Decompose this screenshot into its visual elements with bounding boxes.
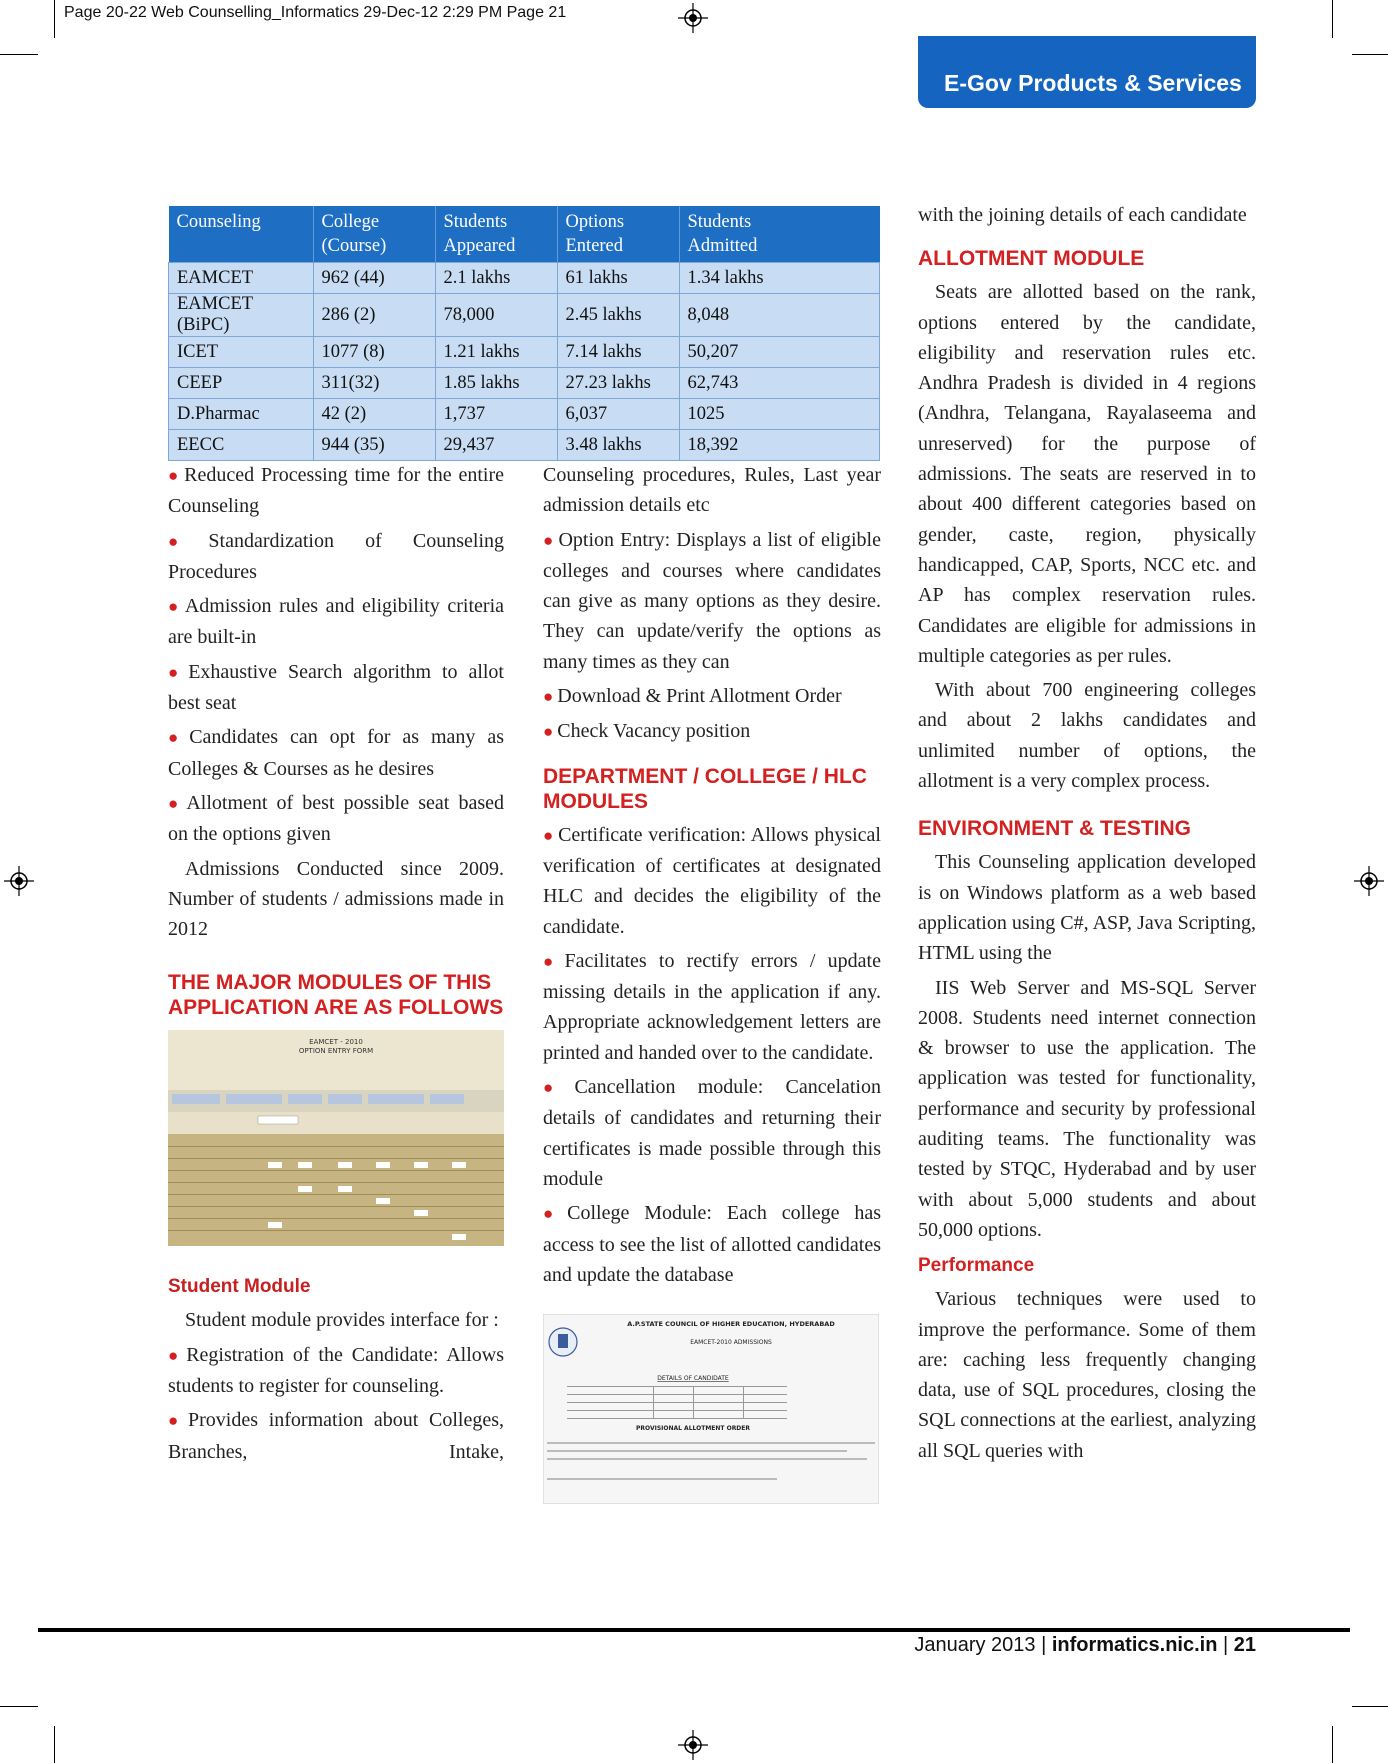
footer-site: informatics.nic.in bbox=[1051, 1634, 1218, 1656]
admissions-paragraph: Admissions Conducted since 2009. Number of students / admissions made in 2012 bbox=[168, 857, 504, 941]
list-item: ● Option Entry: Displays a list of eligible colleges and courses where candidates can give as many options as they desire. They can update/verify the options as many times as they can bbox=[543, 528, 881, 673]
bullet-icon: ● bbox=[543, 825, 555, 845]
bullet-icon: ● bbox=[168, 466, 181, 485]
student-module-intro: Student module provides interface for : bbox=[185, 1309, 499, 1332]
environment-paragraph-2: IIS Web Server and MS-SQL Server 2008. Students need internet connection & browser to use the application. The application was tested for functionality, performance and security by professional auditing teams. The functionality was tested by STQC, Hyderabad and by user with about 5,000 students and about 50,000 options. bbox=[918, 976, 1256, 1241]
table-cell: 50,207 bbox=[679, 337, 880, 368]
option-entry-form-screenshot bbox=[168, 1030, 504, 1246]
environment-paragraph: This Counseling application developed is on Windows platform as a web based application using C#, ASP, Java Scripting, HTML using the bbox=[918, 851, 1256, 965]
table-header-cell: Students Admitted bbox=[679, 206, 880, 263]
bullet-icon: ● bbox=[543, 1204, 564, 1224]
section-heading: DEPARTMENT / COLLEGE / HLC MODULES bbox=[543, 764, 867, 813]
list-item: ● Provides information about Colleges, Branches, Intake, bbox=[168, 1409, 504, 1463]
crop-mark bbox=[1332, 1726, 1333, 1763]
allotment-paragraph-2: With about 700 engineering colleges and about 2 lakhs candidates and unlimited number of options, the allotment is a very complex process. bbox=[918, 679, 1256, 793]
table-cell: 1077 (8) bbox=[313, 337, 435, 368]
list-item: ● Candidates can opt for as many as Colleges & Courses as he desires bbox=[168, 726, 504, 780]
screenshot-order-title: PROVISIONAL ALLOTMENT ORDER bbox=[635, 1425, 751, 1433]
screenshot-section: DETAILS OF CANDIDATE bbox=[657, 1375, 729, 1383]
table-cell: 27.23 lakhs bbox=[557, 368, 679, 399]
screenshot-title: EAMCET - 2010 bbox=[309, 1038, 363, 1047]
table-cell: 962 (44) bbox=[313, 263, 435, 294]
table-cell: 944 (35) bbox=[313, 430, 435, 461]
continued-text: Counseling procedures, Rules, Last year admission details etc bbox=[543, 464, 881, 517]
table-cell: 2.1 lakhs bbox=[435, 263, 557, 294]
allotment-paragraph: Seats are allotted based on the rank, options entered by the candidate, eligibility and reservation rules etc. Andhra Pradesh is divided in 4 regions (Andhra, Telangana, Rayalaseema and unreserved) for the purpose of admissions. The seats are reserved in to about 400 different categories based on gender, caste, region, physically handicapped, CAP, Sports, NCC etc. and AP has complex reservation rules. Candidates are eligible for admissions in multiple categories as per rules. bbox=[918, 281, 1256, 667]
table-cell: 1025 bbox=[679, 399, 880, 430]
table-row bbox=[169, 368, 880, 399]
list-item: ● Check Vacancy position bbox=[543, 720, 751, 743]
crop-mark bbox=[1352, 1706, 1388, 1707]
counseling-stats-table bbox=[168, 206, 880, 461]
table-cell: D.Pharmac bbox=[169, 399, 314, 430]
column-right bbox=[918, 200, 1256, 1470]
table-header-cell: College (Course) bbox=[313, 206, 435, 263]
table-cell: 7.14 lakhs bbox=[557, 337, 679, 368]
table-cell: 62,743 bbox=[679, 368, 880, 399]
bullet-icon: ● bbox=[543, 530, 555, 550]
footer-rule bbox=[38, 1628, 1350, 1632]
bullet-icon: ● bbox=[543, 1078, 571, 1098]
table-header-cell: Counseling bbox=[169, 206, 314, 263]
table-cell: EAMCET (BiPC) bbox=[169, 294, 314, 337]
table-row bbox=[169, 430, 880, 461]
table-cell: 3.48 lakhs bbox=[557, 430, 679, 461]
screenshot-header: A.P.STATE COUNCIL OF HIGHER EDUCATION, HYDERABAD bbox=[627, 1320, 835, 1329]
table-cell: 1.85 lakhs bbox=[435, 368, 557, 399]
registration-mark-icon bbox=[1354, 866, 1384, 896]
section-heading: ENVIRONMENT & TESTING bbox=[918, 817, 1192, 841]
bullet-icon: ● bbox=[168, 793, 183, 813]
print-slug: Page 20-22 Web Counselling_Informatics 29-Dec-12 2:29 PM Page 21 bbox=[64, 4, 567, 21]
bullet-icon: ● bbox=[168, 1345, 183, 1365]
table-cell: ICET bbox=[169, 337, 314, 368]
table-cell: 2.45 lakhs bbox=[557, 294, 679, 337]
crop-mark bbox=[0, 54, 38, 55]
table-cell: 311(32) bbox=[313, 368, 435, 399]
list-item: ● Reduced Processing time for the entire Counseling bbox=[168, 464, 504, 518]
page-number: 21 bbox=[1233, 1634, 1256, 1656]
table-header-cell: Options Entered bbox=[557, 206, 679, 263]
table-row bbox=[169, 399, 880, 430]
table-cell: EECC bbox=[169, 430, 314, 461]
registration-mark-icon bbox=[4, 866, 34, 896]
allotment-order-screenshot bbox=[543, 1314, 879, 1504]
column-middle bbox=[543, 460, 881, 1532]
section-heading: Performance bbox=[918, 1255, 1035, 1277]
bullet-icon: ● bbox=[543, 951, 561, 971]
bullet-icon: ● bbox=[168, 728, 186, 748]
list-item: ● Download & Print Allotment Order bbox=[543, 685, 842, 708]
list-item: ● College Module: Each college has access to see the list of allotted candidates and update the database bbox=[543, 1202, 881, 1286]
list-item: ● Exhaustive Search algorithm to allot best seat bbox=[168, 660, 504, 715]
table-cell: 29,437 bbox=[435, 430, 557, 461]
continued-text: with the joining details of each candidate bbox=[918, 204, 1247, 226]
section-heading: THE MAJOR MODULES OF THIS APPLICATION ARE AS FOLLOWS bbox=[168, 971, 504, 1020]
table-cell: 1.21 lakhs bbox=[435, 337, 557, 368]
footer-month: January 2013 bbox=[914, 1634, 1036, 1656]
table-cell: 78,000 bbox=[435, 294, 557, 337]
crop-mark bbox=[1332, 0, 1333, 38]
list-item: ● Registration of the Candidate: Allows students to register for counseling. bbox=[168, 1343, 504, 1398]
list-item: ● Certificate verification: Allows physical verification of certificates at designated HLC and decides the eligibility of the candidate. bbox=[543, 823, 881, 938]
table-cell: 1.34 lakhs bbox=[679, 263, 880, 294]
table-cell: EAMCET bbox=[169, 263, 314, 294]
section-banner: E-Gov Products & Services bbox=[918, 36, 1256, 108]
registration-mark-icon bbox=[678, 1730, 708, 1760]
table-cell: 286 (2) bbox=[313, 294, 435, 337]
bullet-icon: ● bbox=[543, 687, 554, 707]
bullet-icon: ● bbox=[168, 597, 181, 617]
table-cell: 42 (2) bbox=[313, 399, 435, 430]
table-row bbox=[169, 294, 880, 337]
section-heading: Student Module bbox=[168, 1276, 311, 1298]
table-row bbox=[169, 337, 880, 368]
table-cell: 6,037 bbox=[557, 399, 679, 430]
table-cell: 8,048 bbox=[679, 294, 880, 337]
list-item: ● Allotment of best possible seat based on the options given bbox=[168, 791, 504, 846]
table-header-row bbox=[169, 206, 880, 263]
list-item: ● Standardization of Counseling Procedures bbox=[168, 529, 504, 583]
bullet-icon: ● bbox=[168, 662, 185, 682]
table-row bbox=[169, 263, 880, 294]
table-cell: 18,392 bbox=[679, 430, 880, 461]
list-item: ● Facilitates to rectify errors / update missing details in the application if any. Appropriate acknowledgement letters are printed and handed over to the candidate. bbox=[543, 949, 881, 1064]
table-cell: CEEP bbox=[169, 368, 314, 399]
crop-mark bbox=[0, 1706, 38, 1707]
list-item: ● Cancellation module: Cancelation details of candidates and returning their certificates is made possible through this module bbox=[543, 1076, 881, 1190]
registration-mark-icon bbox=[678, 3, 708, 33]
screenshot-subtitle: OPTION ENTRY FORM bbox=[298, 1047, 374, 1056]
screenshot-subheader: EAMCET-2010 ADMISSIONS bbox=[690, 1339, 772, 1347]
bullet-icon: ● bbox=[543, 722, 554, 742]
crop-mark bbox=[54, 1726, 55, 1763]
table-header-cell: Students Appeared bbox=[435, 206, 557, 263]
crop-mark bbox=[1352, 54, 1388, 55]
bullet-icon: ● bbox=[168, 531, 205, 551]
table-cell: 61 lakhs bbox=[557, 263, 679, 294]
section-heading: ALLOTMENT MODULE bbox=[918, 247, 1145, 271]
page-footer: January 2013 | informatics.nic.in | 21 bbox=[914, 1634, 1256, 1656]
list-item: ● Admission rules and eligibility criteria are built-in bbox=[168, 595, 504, 649]
performance-paragraph: Various techniques were used to improve the performance. Some of them are: caching less frequently changing data, use of SQL procedures, closing the SQL connections at the earliest, analyzing all SQL queries with bbox=[918, 1288, 1256, 1462]
bullet-icon: ● bbox=[168, 1411, 184, 1431]
crop-mark bbox=[54, 0, 55, 38]
table-cell: 1,737 bbox=[435, 399, 557, 430]
column-left bbox=[168, 460, 504, 1471]
